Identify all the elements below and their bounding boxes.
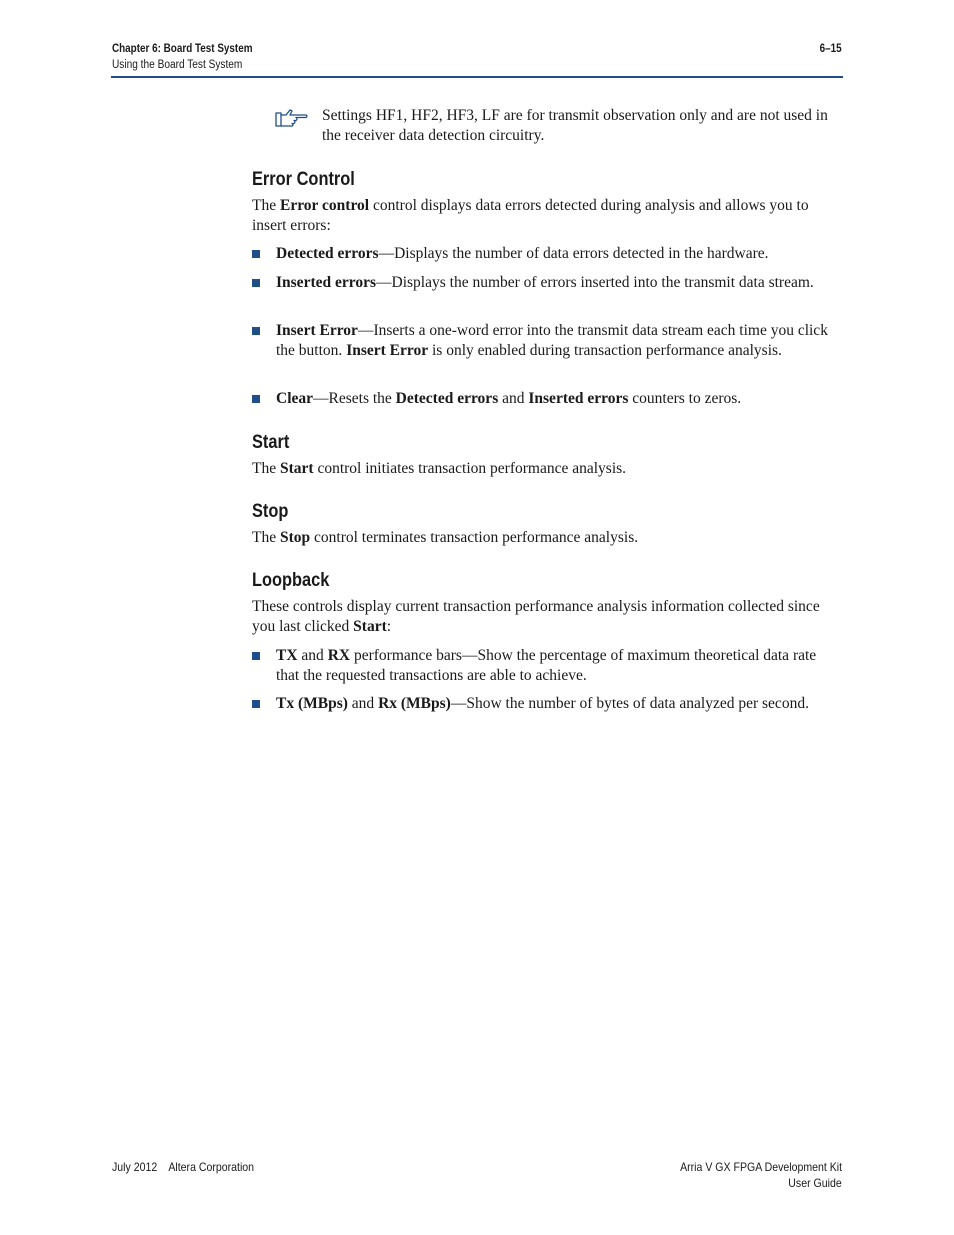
footer-date-company: July 2012 Altera Corporation <box>112 1160 255 1174</box>
header-section-title: Using the Board Test System <box>112 59 243 71</box>
bullet-square-icon <box>252 700 260 708</box>
header-page-number: 6–15 <box>819 43 842 55</box>
footer-document-title: Arria V GX FPGA Development Kit <box>680 1160 842 1174</box>
bullet-square-icon <box>252 279 260 287</box>
bullet-square-icon <box>252 395 260 403</box>
bullet-square-icon <box>252 250 260 258</box>
heading-error-control: Error Control <box>252 168 355 190</box>
pointing-hand-icon <box>275 108 309 133</box>
note-text: Settings HF1, HF2, HF3, LF are for transmit observation only and are not used in the receiver data detection circuitry. <box>322 107 828 144</box>
error-control-intro: The Error control control displays data errors detected during analysis and allows you to insert errors: <box>252 197 809 234</box>
footer-document-type: User Guide <box>788 1176 842 1190</box>
heading-stop: Stop <box>252 500 289 522</box>
header-divider <box>111 76 843 78</box>
bullet-square-icon <box>252 327 260 335</box>
bullet-square-icon <box>252 652 260 660</box>
loopback-intro: These controls display current transaction performance analysis information collected since you last clicked Start: <box>252 598 820 635</box>
heading-loopback: Loopback <box>252 569 330 591</box>
start-description: The Start control initiates transaction performance analysis. <box>252 460 627 477</box>
heading-start: Start <box>252 431 290 453</box>
header-chapter-title: Chapter 6: Board Test System <box>112 43 253 55</box>
stop-description: The Stop control terminates transaction performance analysis. <box>252 529 639 546</box>
